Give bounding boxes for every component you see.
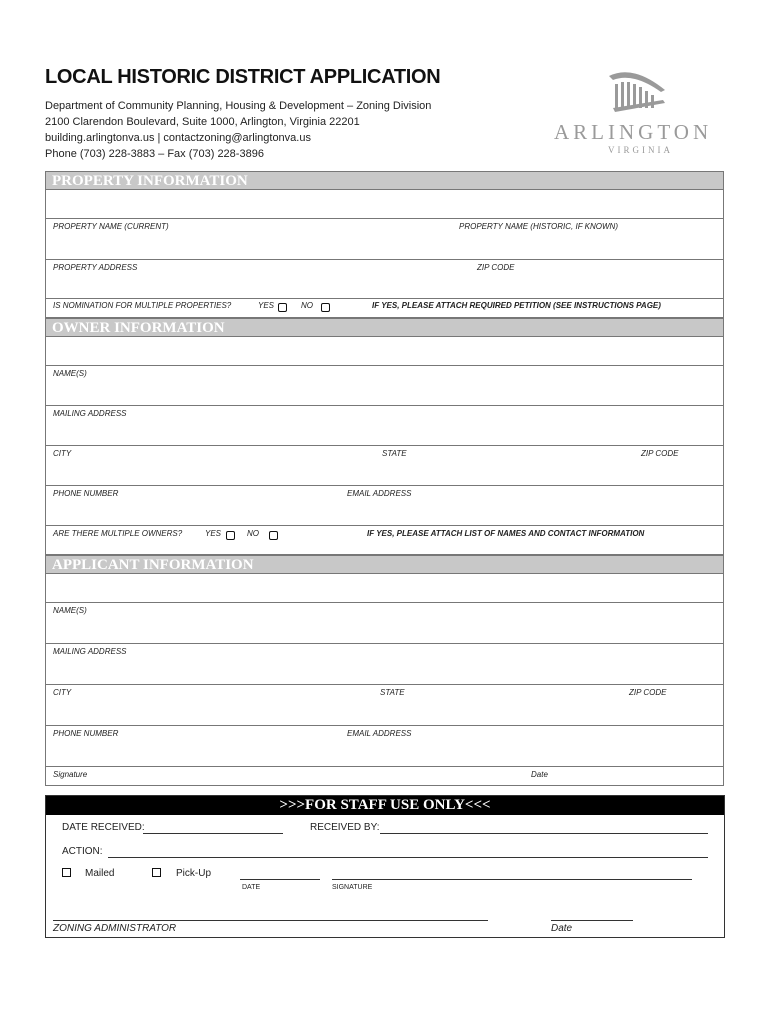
applicant-mailing-label: MAILING ADDRESS bbox=[53, 647, 127, 656]
staff-use-heading: >>>FOR STAFF USE ONLY<<< bbox=[279, 797, 491, 813]
owner-section-header bbox=[45, 318, 724, 337]
applicant-signature-label: Signature bbox=[53, 770, 88, 779]
date-received-line[interactable] bbox=[143, 833, 283, 834]
multiple-properties-note: IF YES, PLEASE ATTACH REQUIRED PETITION (SEE INSTRUCTIONS PAGE) bbox=[372, 301, 661, 310]
multiple-owners-yes-label: YES bbox=[205, 529, 222, 538]
applicant-frame bbox=[45, 574, 724, 786]
action-date-line[interactable] bbox=[240, 879, 320, 880]
divider bbox=[45, 525, 724, 526]
received-by-label: RECEIVED BY: bbox=[310, 822, 380, 833]
address-line: 2100 Clarendon Boulevard, Suite 1000, Arlington, Virginia 22201 bbox=[45, 116, 360, 128]
department-line: Department of Community Planning, Housing & Development – Zoning Division bbox=[45, 100, 432, 112]
applicant-zip-label: ZIP CODE bbox=[629, 688, 667, 697]
applicant-date-label: Date bbox=[531, 770, 548, 779]
multiple-owners-no-label: NO bbox=[247, 529, 259, 538]
zoning-admin-label: ZONING ADMINISTRATOR bbox=[53, 923, 177, 934]
date-received-label: DATE RECEIVED: bbox=[62, 822, 145, 833]
multiple-owners-note: IF YES, PLEASE ATTACH LIST OF NAMES AND CONTACT INFORMATION bbox=[367, 529, 645, 538]
staff-use-box bbox=[45, 795, 725, 938]
action-signature-line[interactable] bbox=[332, 879, 692, 880]
zoning-date-line[interactable] bbox=[551, 920, 633, 921]
divider bbox=[45, 643, 724, 644]
zoning-date-label: Date bbox=[551, 923, 573, 934]
multiple-properties-yes-label: YES bbox=[258, 301, 275, 310]
logo-wordmark: ARLINGTON bbox=[554, 120, 713, 144]
divider bbox=[45, 365, 724, 366]
zoning-admin-line[interactable] bbox=[53, 920, 488, 921]
divider bbox=[45, 298, 724, 299]
action-signature-caption: SIGNATURE bbox=[332, 884, 373, 891]
owner-heading: OWNER INFORMATION bbox=[52, 320, 225, 336]
logo-subtitle: VIRGINIA bbox=[608, 145, 673, 155]
multiple-properties-no-checkbox[interactable] bbox=[321, 303, 330, 312]
arlington-logo bbox=[548, 68, 728, 158]
owner-mailing-label: MAILING ADDRESS bbox=[53, 409, 127, 418]
page-title: LOCAL HISTORIC DISTRICT APPLICATION bbox=[45, 66, 441, 88]
phone-fax-line: Phone (703) 228-3883 – Fax (703) 228-3896 bbox=[45, 148, 264, 160]
property-name-current-label: PROPERTY NAME (CURRENT) bbox=[53, 222, 169, 231]
multiple-properties-question: IS NOMINATION FOR MULTIPLE PROPERTIES? bbox=[53, 301, 232, 310]
mailed-label: Mailed bbox=[85, 868, 115, 879]
multiple-owners-yes-checkbox[interactable] bbox=[226, 531, 235, 540]
received-by-line[interactable] bbox=[380, 833, 708, 834]
applicant-phone-label: PHONE NUMBER bbox=[53, 729, 119, 738]
applicant-state-label: STATE bbox=[380, 688, 405, 697]
divider bbox=[45, 684, 724, 685]
applicant-heading: APPLICANT INFORMATION bbox=[52, 557, 254, 573]
staff-use-header bbox=[46, 796, 724, 815]
owner-email-label: EMAIL ADDRESS bbox=[347, 489, 412, 498]
arlington-logo-icon bbox=[603, 68, 673, 118]
divider bbox=[45, 218, 724, 219]
owner-city-label: CITY bbox=[53, 449, 72, 458]
divider bbox=[45, 259, 724, 260]
applicant-city-label: CITY bbox=[53, 688, 72, 697]
applicant-email-label: EMAIL ADDRESS bbox=[347, 729, 412, 738]
web-email-line: building.arlingtonva.us | contactzoning@arlingtonva.us bbox=[45, 132, 311, 144]
pickup-checkbox[interactable] bbox=[152, 868, 161, 877]
mailed-checkbox[interactable] bbox=[62, 868, 71, 877]
multiple-properties-yes-checkbox[interactable] bbox=[278, 303, 287, 312]
action-date-caption: DATE bbox=[242, 884, 261, 891]
applicant-names-label: NAME(S) bbox=[53, 606, 87, 615]
divider bbox=[45, 405, 724, 406]
multiple-owners-no-checkbox[interactable] bbox=[269, 531, 278, 540]
divider bbox=[45, 445, 724, 446]
owner-names-label: NAME(S) bbox=[53, 369, 87, 378]
property-address-label: PROPERTY ADDRESS bbox=[53, 263, 138, 272]
action-line[interactable] bbox=[108, 857, 708, 858]
owner-state-label: STATE bbox=[382, 449, 407, 458]
owner-frame bbox=[45, 337, 724, 555]
owner-zip-label: ZIP CODE bbox=[641, 449, 679, 458]
multiple-owners-question: ARE THERE MULTIPLE OWNERS? bbox=[53, 529, 183, 538]
pickup-label: Pick-Up bbox=[176, 868, 212, 879]
property-name-historic-label: PROPERTY NAME (HISTORIC, IF KNOWN) bbox=[459, 222, 618, 231]
property-zip-label: ZIP CODE bbox=[477, 263, 515, 272]
divider bbox=[45, 485, 724, 486]
property-heading: PROPERTY INFORMATION bbox=[52, 173, 248, 189]
divider bbox=[45, 725, 724, 726]
divider bbox=[45, 766, 724, 767]
divider bbox=[45, 602, 724, 603]
owner-phone-label: PHONE NUMBER bbox=[53, 489, 119, 498]
action-label: ACTION: bbox=[62, 846, 103, 857]
applicant-section-header bbox=[45, 555, 724, 574]
property-section-header bbox=[45, 171, 724, 190]
multiple-properties-no-label: NO bbox=[301, 301, 313, 310]
